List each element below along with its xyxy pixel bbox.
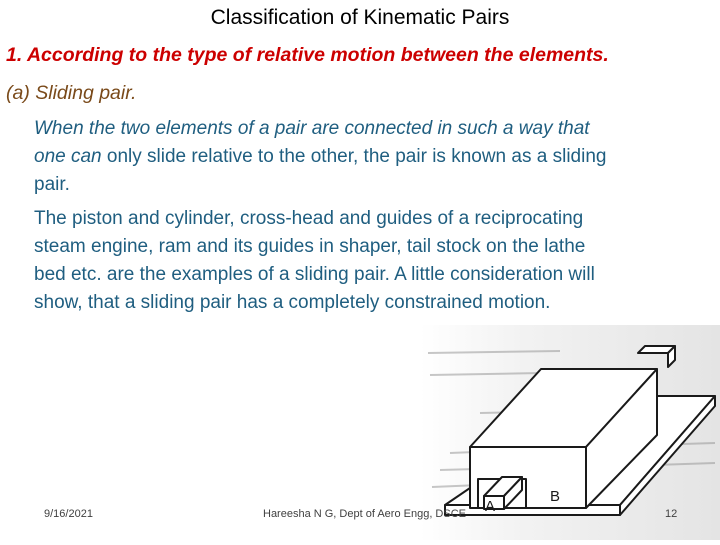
examples-paragraph [34,205,714,317]
label-b: B [550,488,561,505]
examples-line-3: bed etc. are the examples of a sliding pair. A little consideration will [34,264,595,285]
subsection-heading: (a) Sliding pair. [6,82,137,104]
page-title: Classification of Kinematic Pairs [210,6,510,29]
definition-line-2-italic: one can [34,146,102,167]
footer-author: Hareesha N G, Dept of Aero Engg, DSCE [263,508,466,520]
definition-line-2 [34,143,714,171]
examples-line-2: steam engine, ram and its guides in shaper, tail stock on the lathe [34,236,586,257]
footer-date: 9/16/2021 [44,508,93,520]
definition-line-3: pair. [34,174,70,195]
definition-line-1: When the two elements of a pair are connected in such a way that [34,118,590,139]
footer-page-number: 12 [665,508,678,520]
definition-paragraph [34,115,714,199]
examples-line-4: show, that a sliding pair has a completely constrained motion. [34,292,551,313]
definition-line-2-rest: only slide relative to the other, the pair is known as a sliding [101,146,607,167]
section-heading: 1. According to the type of relative motion between the elements. [6,44,609,66]
label-a: A [485,498,496,515]
examples-line-1: The piston and cylinder, cross-head and guides of a reciprocating [34,208,584,229]
